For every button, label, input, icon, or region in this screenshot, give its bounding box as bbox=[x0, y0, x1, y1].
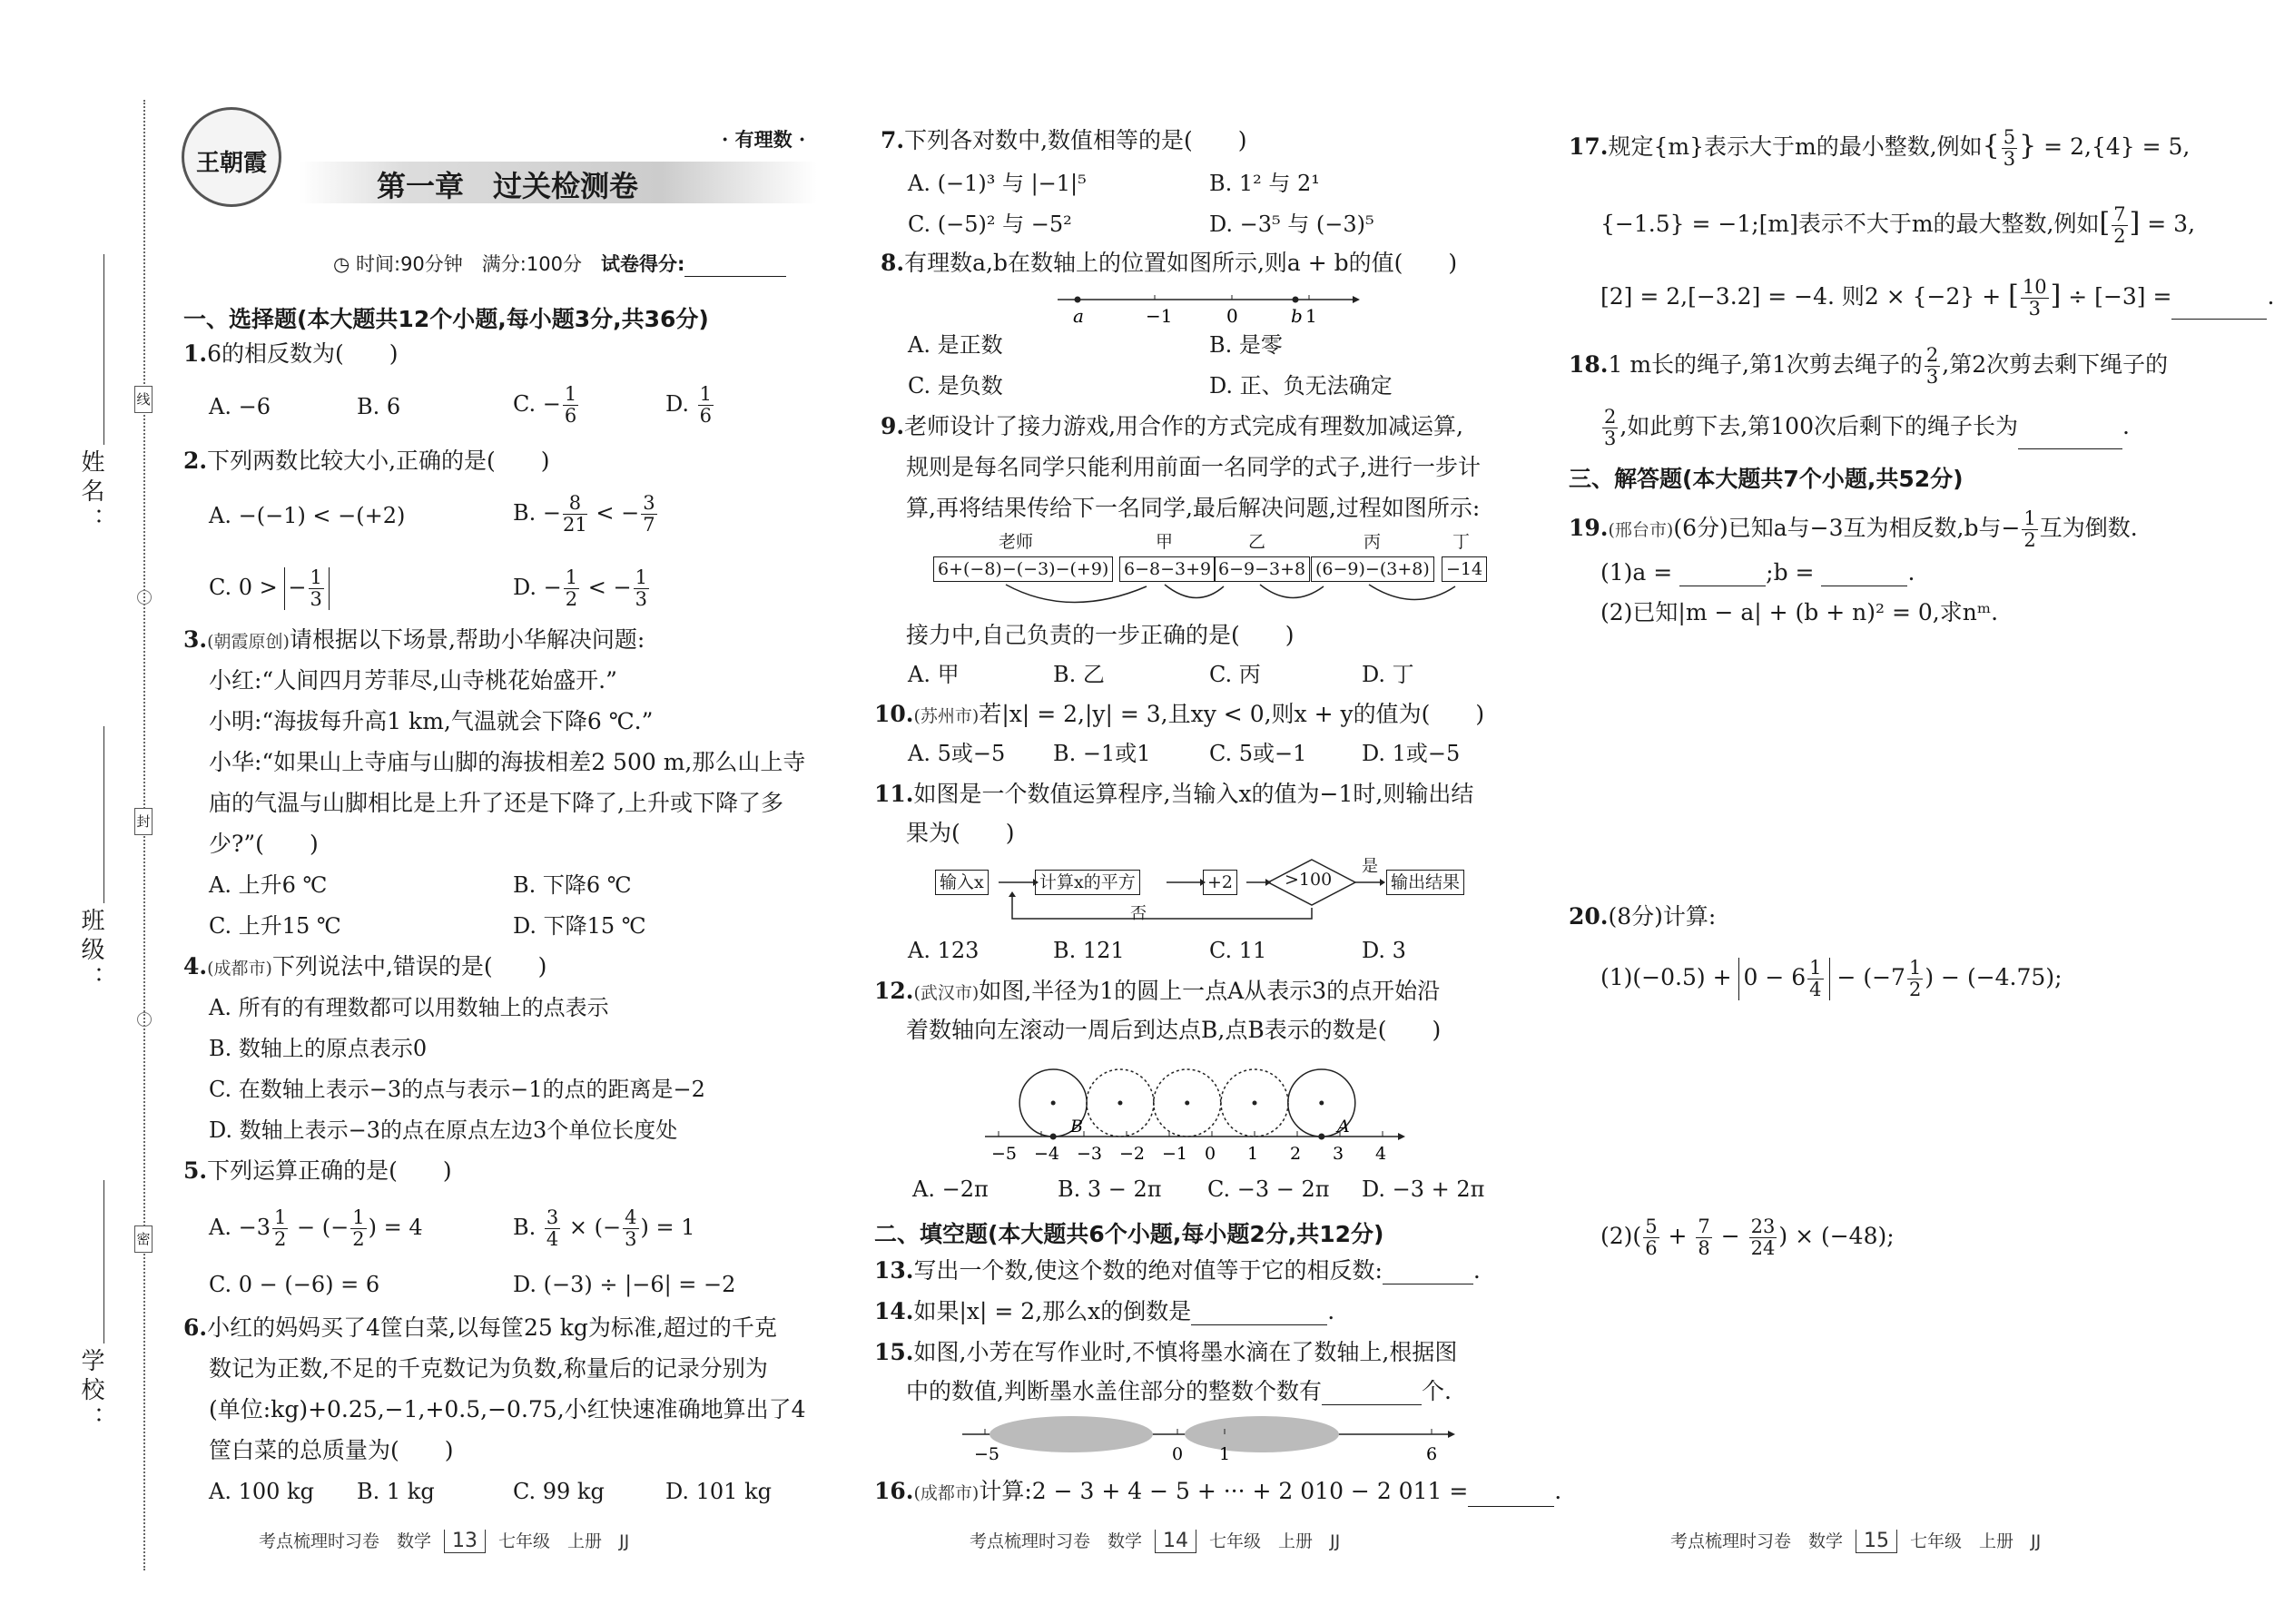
option-a[interactable]: A. 是正数 bbox=[908, 332, 1003, 358]
role-bing: 丙 bbox=[1364, 532, 1382, 552]
score-field[interactable] bbox=[684, 255, 786, 277]
topic-tag: · 有理数 · bbox=[722, 128, 806, 151]
flow-yes-label: 是 bbox=[1362, 857, 1378, 876]
option-b[interactable]: B. 下降6 ℃ bbox=[513, 872, 632, 898]
time-score-text: 时间:90分钟 满分:100分 bbox=[356, 253, 601, 275]
point-a-label: A bbox=[1337, 1117, 1350, 1137]
option-d[interactable]: D. 101 kg bbox=[665, 1479, 772, 1504]
footer-page-15: 考点梳理时习卷 数学 15 七年级 上册 JJ bbox=[1670, 1530, 2042, 1552]
option-text: C. − bbox=[513, 391, 561, 417]
question-text: (单位:kg)+0.25,−1,+0.5,−0.75,小红快速准确地算出了4 bbox=[209, 1396, 806, 1422]
arrow-icon bbox=[1369, 585, 1455, 600]
option-c[interactable]: C. 5或−1 bbox=[1209, 741, 1307, 766]
option-b[interactable]: B. −1或1 bbox=[1053, 741, 1151, 766]
axis-arrow-icon bbox=[1353, 296, 1360, 303]
question-text: 数记为正数,不足的千克数记为负数,称量后的记录分别为 bbox=[209, 1355, 768, 1382]
option-d[interactable]: D. 3 bbox=[1362, 938, 1406, 963]
page-number: 13 bbox=[444, 1530, 486, 1553]
option-d[interactable]: D. −3 + 2π bbox=[1362, 1176, 1485, 1202]
section-choice-title: 一、选择题(本大题共12个小题,每小题3分,共36分) bbox=[183, 306, 709, 332]
binding-hole-icon bbox=[137, 1012, 152, 1027]
footer-page-14: 考点梳理时习卷 数学 14 七年级 上册 JJ bbox=[970, 1530, 1341, 1552]
dialogue-line: 小华:“如果山上寺庙与山脚的海拔相差2 500 m,那么山上寺 bbox=[209, 749, 806, 775]
school-label: 学校： bbox=[77, 1348, 104, 1435]
answer-blank[interactable] bbox=[2018, 428, 2122, 449]
arrow-icon bbox=[1260, 585, 1324, 598]
relay-box-teacher: 6+(−8)−(−3)−(+9) bbox=[933, 556, 1113, 582]
answer-blank-b[interactable] bbox=[1821, 565, 1907, 586]
tick-label: −1 bbox=[1162, 1144, 1188, 1164]
arrow-icon bbox=[1380, 879, 1385, 886]
dialogue-line: 少?”( ) bbox=[209, 831, 319, 857]
flow-square-box: 计算x的平方 bbox=[1035, 870, 1140, 895]
brand-logo bbox=[182, 107, 281, 207]
page-number: 15 bbox=[1856, 1530, 1897, 1553]
source-tag: (武汉市) bbox=[913, 983, 980, 1003]
flow-arrows bbox=[999, 871, 1398, 926]
tick-label: 2 bbox=[1290, 1144, 1302, 1164]
tick-label: 4 bbox=[1375, 1144, 1387, 1164]
role-ding: 丁 bbox=[1452, 532, 1471, 552]
option-b[interactable]: B. 乙 bbox=[1053, 662, 1105, 687]
flow-input-box: 输入x bbox=[935, 870, 989, 895]
number-line-figure bbox=[1053, 286, 1362, 327]
footer-page-13: 考点梳理时习卷 数学 13 七年级 上册 JJ bbox=[259, 1530, 630, 1552]
option-d[interactable]: D. 下降15 ℃ bbox=[513, 913, 646, 939]
source-tag: (苏州市) bbox=[913, 706, 980, 726]
option-text: D. bbox=[665, 391, 696, 417]
option-a[interactable]: A. −(−1) < −(+2) bbox=[209, 503, 406, 528]
label-minus-1: −1 bbox=[1146, 305, 1173, 327]
circle-center bbox=[1253, 1101, 1257, 1106]
relay-box-yi: 6−9−3+8 bbox=[1214, 556, 1310, 582]
class-label: 班级： bbox=[77, 908, 104, 995]
option-c[interactable]: C. 在数轴上表示−3的点与表示−1的点的距离是−2 bbox=[209, 1077, 705, 1102]
question-text: 规则是每名同学只能利用前面一名同学的式子,进行一步计 bbox=[906, 454, 1481, 480]
seal-mark-mi: 密 bbox=[134, 1225, 153, 1253]
exam-info bbox=[333, 250, 786, 277]
tick-label: 1 bbox=[1247, 1144, 1259, 1164]
option-c[interactable] bbox=[513, 384, 580, 427]
relay-box-ding: −14 bbox=[1442, 556, 1487, 582]
question-text: 算,再将结果传给下一名同学,最后解决问题,过程如图所示: bbox=[906, 495, 1481, 521]
role-jia: 甲 bbox=[1156, 532, 1174, 552]
arrow-icon bbox=[1265, 879, 1271, 886]
arrow-icon bbox=[1165, 585, 1224, 598]
question-13: 13.写出一个数,使这个数的绝对值等于它的相反数: . bbox=[874, 1257, 1481, 1284]
question-text: 着数轴向左滚动一周后到达点B,点B表示的数是( ) bbox=[906, 1017, 1442, 1043]
option-c[interactable]: C. 是负数 bbox=[908, 373, 1003, 399]
logo-text: 王朝霞 bbox=[195, 150, 267, 177]
option-c[interactable]: C. (−5)² 与 −5² bbox=[908, 212, 1072, 237]
option-c[interactable]: C. 0 − (−6) = 6 bbox=[209, 1272, 380, 1297]
option-d[interactable]: D. (−3) ÷ |−6| = −2 bbox=[513, 1272, 736, 1297]
option-a[interactable]: A. (−1)³ 与 |−1|⁵ bbox=[908, 171, 1087, 196]
point-b-label: B bbox=[1070, 1117, 1083, 1137]
option-b[interactable]: B. 数轴上的原点表示0 bbox=[209, 1036, 428, 1061]
circle-center bbox=[1185, 1101, 1189, 1106]
tick-label: 0 bbox=[1205, 1144, 1216, 1164]
flow-condition-text: >100 bbox=[1285, 870, 1333, 890]
label-1: 1 bbox=[1305, 305, 1317, 327]
option-d[interactable]: D. 数轴上表示−3的点在原点左边3个单位长度处 bbox=[209, 1117, 678, 1143]
dialogue-line: 小红:“人间四月芳菲尽,山寺桃花始盛开.” bbox=[209, 667, 617, 694]
seal-mark-feng: 封 bbox=[134, 808, 153, 835]
option-a[interactable]: A. 上升6 ℃ bbox=[209, 872, 328, 898]
ink-blot-left bbox=[989, 1416, 1153, 1452]
option-d[interactable] bbox=[665, 384, 715, 427]
relay-box-bing: (6−9)−(3+8) bbox=[1311, 556, 1434, 582]
tick-label: −5 bbox=[991, 1144, 1018, 1164]
tick-label: 6 bbox=[1426, 1444, 1438, 1464]
seal-mark-xian: 线 bbox=[134, 386, 153, 413]
question-14: 14.如果|x| = 2,那么x的倒数是 . bbox=[874, 1298, 1335, 1324]
score-label: 试卷得分: bbox=[600, 253, 685, 275]
option-d[interactable]: D. 丁 bbox=[1362, 662, 1414, 687]
dialogue-line: 庙的气温与山脚相比是上升了还是下降了,上升或下降了多 bbox=[209, 790, 783, 816]
school-field[interactable] bbox=[103, 1180, 104, 1343]
option-d[interactable]: D. −3⁵ 与 (−3)⁵ bbox=[1209, 212, 1374, 237]
source-tag: (成都市) bbox=[913, 1483, 980, 1503]
tick-label: 0 bbox=[1172, 1444, 1184, 1464]
answer-blank[interactable] bbox=[1468, 1485, 1554, 1507]
point-b bbox=[1293, 297, 1299, 303]
arrow-icon bbox=[1009, 891, 1016, 897]
answer-blank-a[interactable] bbox=[1679, 565, 1766, 586]
axis-arrow-icon bbox=[1448, 1431, 1455, 1438]
answer-blank[interactable] bbox=[1383, 1263, 1473, 1284]
binding-hole-icon bbox=[137, 590, 152, 605]
option-b[interactable]: B. − $\frac{8}{21}$ < − $\frac{3}{7}$ bbox=[513, 492, 655, 536]
name-field[interactable] bbox=[103, 254, 104, 445]
tick-label: −2 bbox=[1119, 1144, 1146, 1164]
option-c[interactable]: C. 11 bbox=[1209, 938, 1267, 963]
option-d[interactable]: D. 1或−5 bbox=[1362, 741, 1461, 766]
circle-center bbox=[1051, 1101, 1056, 1106]
ink-blot-right bbox=[1185, 1416, 1339, 1452]
contact-point bbox=[1050, 1134, 1057, 1140]
option-a[interactable]: A. −6 bbox=[209, 394, 271, 419]
option-b[interactable]: B. 1² 与 2¹ bbox=[1209, 171, 1320, 196]
source-tag: (朝霞原创) bbox=[207, 632, 290, 652]
option-c[interactable]: C. 丙 bbox=[1209, 662, 1261, 687]
circle-center bbox=[1117, 1101, 1122, 1106]
tick-label: −4 bbox=[1034, 1144, 1060, 1164]
arrow-icon bbox=[1200, 879, 1206, 886]
answer-blank[interactable] bbox=[2171, 298, 2267, 320]
label-0: 0 bbox=[1226, 305, 1238, 327]
fraction: $\frac{1}{6}$ bbox=[564, 383, 577, 427]
option-b[interactable]: B. 121 bbox=[1053, 938, 1125, 963]
axis-arrow-icon bbox=[1398, 1133, 1405, 1140]
option-b[interactable]: B. 是零 bbox=[1209, 332, 1283, 358]
answer-blank[interactable] bbox=[1322, 1383, 1422, 1405]
question-text: 6的相反数为( ) bbox=[207, 340, 399, 367]
role-yi: 乙 bbox=[1248, 532, 1266, 552]
rolling-circle-figure bbox=[980, 1048, 1416, 1166]
option-a[interactable]: A. 甲 bbox=[908, 662, 960, 687]
question-text: 接力中,自己负责的一步正确的是( ) bbox=[906, 622, 1295, 648]
class-field[interactable] bbox=[103, 726, 104, 903]
option-c[interactable]: C. 99 kg bbox=[513, 1479, 605, 1504]
flow-output-box: 输出结果 bbox=[1386, 870, 1464, 895]
answer-blank[interactable] bbox=[1191, 1304, 1327, 1325]
option-a[interactable]: A. 5或−5 bbox=[908, 741, 1006, 766]
chapter-title: 第一章 过关检测卷 bbox=[377, 169, 639, 203]
option-a[interactable]: A. −3 $\frac{1}{2}$ − (− $\frac{1}{2}$ ) = 4 bbox=[209, 1206, 423, 1250]
tick-label: −3 bbox=[1077, 1144, 1103, 1164]
question-text: 果为( ) bbox=[906, 820, 1015, 846]
fraction: $\frac{1}{6}$ bbox=[699, 383, 713, 427]
section-solve-title: 三、解答题(本大题共7个小题,共52分) bbox=[1569, 466, 1964, 492]
question-16: 16.(成都市)计算:2 − 3 + 4 − 5 + ··· + 2 010 − 2 011 = . bbox=[874, 1478, 1561, 1507]
option-b[interactable]: B. 3 − 2π bbox=[1058, 1176, 1162, 1202]
binding-dotted-line bbox=[143, 100, 145, 1570]
flow-no-label: 否 bbox=[1130, 904, 1147, 923]
option-c[interactable]: C. 0 > − $\frac{1}{3}$ bbox=[209, 567, 330, 610]
option-b[interactable]: B. 6 bbox=[357, 394, 401, 419]
relay-arrows bbox=[933, 583, 1496, 619]
option-c[interactable]: C. −3 − 2π bbox=[1207, 1176, 1330, 1202]
source-tag: (邢台市) bbox=[1608, 520, 1674, 540]
option-a[interactable]: A. −2π bbox=[912, 1176, 989, 1202]
circle-center bbox=[1319, 1101, 1324, 1106]
question-number: 1. bbox=[183, 340, 208, 367]
label-b: b bbox=[1291, 305, 1303, 327]
option-b[interactable]: B. $\frac{3}{4}$ × (− $\frac{4}{3}$ ) = 1 bbox=[513, 1206, 695, 1250]
ink-number-line-figure bbox=[958, 1416, 1466, 1466]
option-a[interactable]: A. 123 bbox=[908, 938, 980, 963]
label-a: a bbox=[1073, 305, 1084, 327]
dialogue-line: 小明:“海拔每升高1 km,气温就会下降6 ℃.” bbox=[209, 708, 654, 734]
option-d[interactable]: D. 正、负无法确定 bbox=[1209, 373, 1393, 399]
clock-icon: ◷ bbox=[333, 253, 356, 275]
option-a[interactable]: A. 所有的有理数都可以用数轴上的点表示 bbox=[209, 995, 609, 1020]
tick-label: 1 bbox=[1219, 1444, 1231, 1464]
page-number: 14 bbox=[1155, 1530, 1196, 1553]
arrow-icon bbox=[1006, 585, 1147, 603]
tick-label: 3 bbox=[1333, 1144, 1344, 1164]
option-d[interactable]: D. − $\frac{1}{2}$ < − $\frac{1}{3}$ bbox=[513, 566, 647, 610]
option-b[interactable]: B. 1 kg bbox=[357, 1479, 435, 1504]
flow-add-box: +2 bbox=[1203, 870, 1237, 895]
option-c[interactable]: C. 上升15 ℃ bbox=[209, 913, 341, 939]
question-text: 下列两数比较大小,正确的是( ) bbox=[207, 448, 550, 474]
role-teacher: 老师 bbox=[999, 532, 1034, 552]
question-text: 筐白菜的总质量为( ) bbox=[209, 1437, 454, 1463]
contact-point bbox=[1318, 1134, 1324, 1140]
relay-box-jia: 6−8−3+9 bbox=[1119, 556, 1216, 582]
question-text: (2)已知|m − a| + (b + n)² = 0,求nᵐ. bbox=[1600, 599, 1999, 625]
tick-label: −5 bbox=[974, 1444, 1000, 1464]
point-a bbox=[1075, 297, 1081, 303]
arrow-icon bbox=[1033, 879, 1039, 886]
name-label: 姓名： bbox=[77, 449, 104, 536]
section-fill-title: 二、填空题(本大题共6个小题,每小题2分,共12分) bbox=[874, 1221, 1384, 1247]
option-a[interactable]: A. 100 kg bbox=[209, 1479, 314, 1504]
source-tag: (成都市) bbox=[207, 959, 272, 979]
